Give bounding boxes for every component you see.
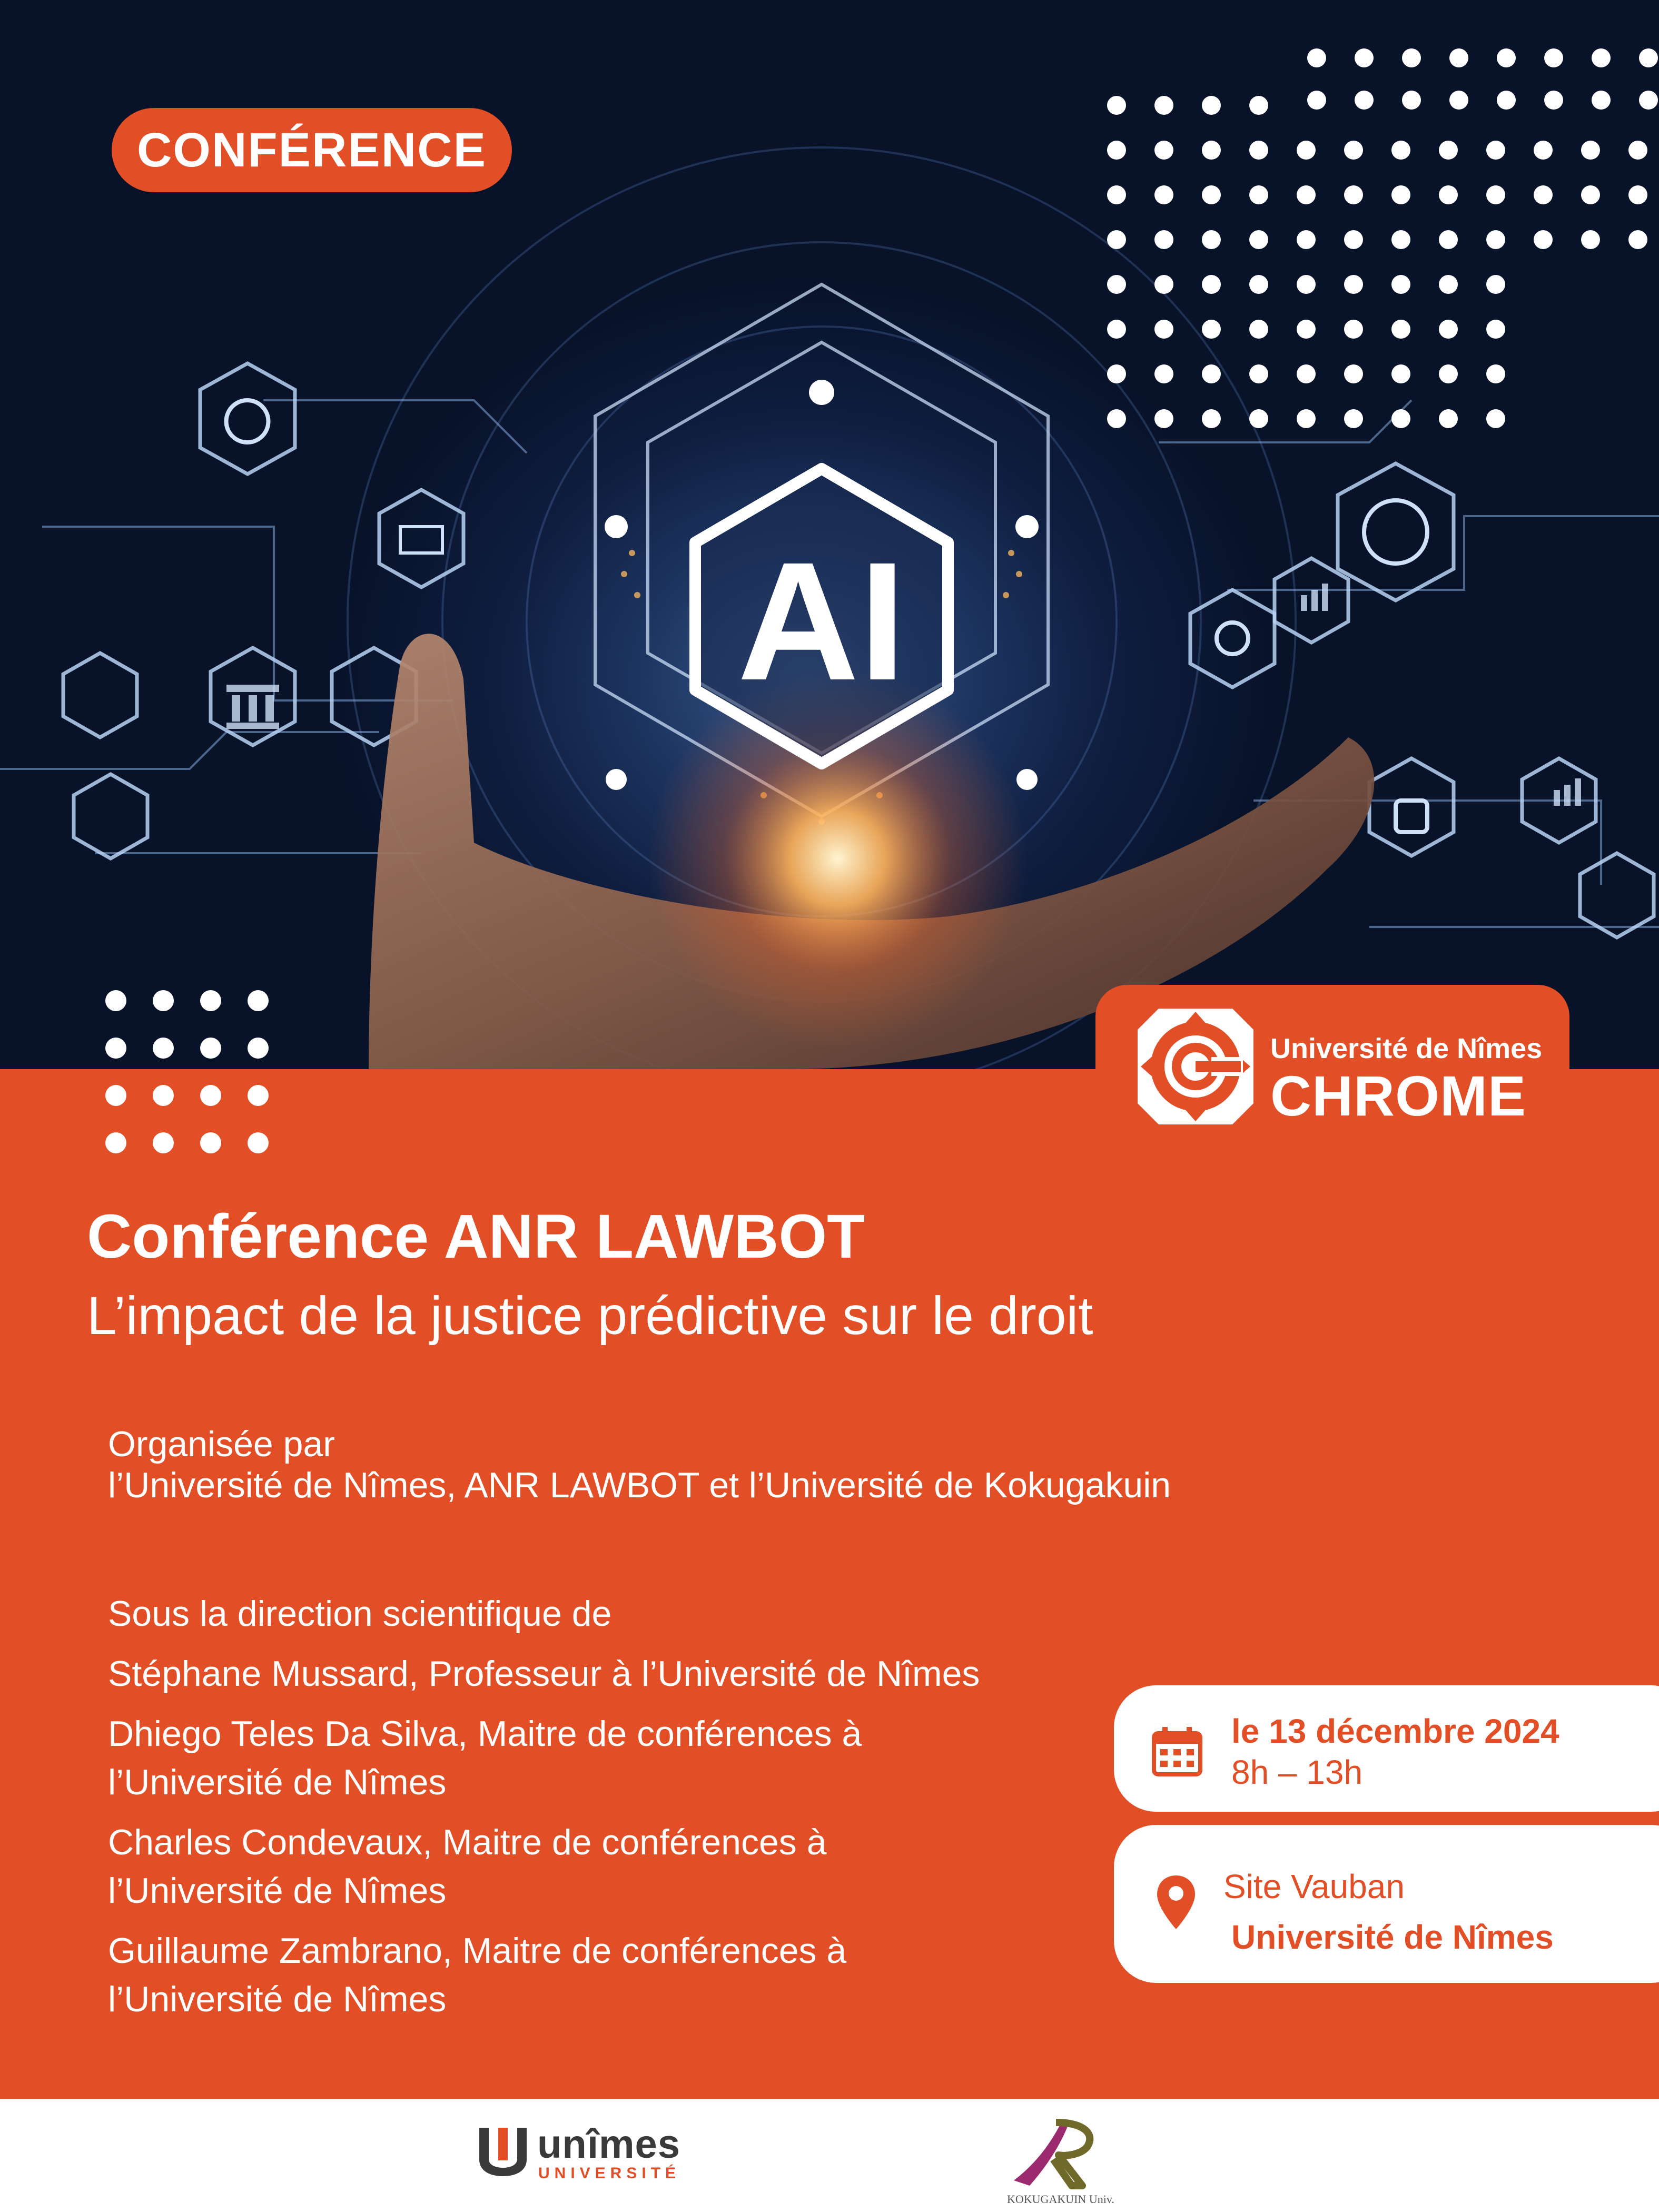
event-time: 8h – 13h [1231, 1753, 1363, 1791]
calendar-icon [1151, 1725, 1203, 1777]
director-3-line-2: l’Université de Nîmes [108, 1871, 447, 1911]
direction-label: Sous la direction scientifique de [108, 1594, 612, 1634]
conference-badge: CONFÉRENCE [112, 108, 512, 192]
director-4-line-2: l’Université de Nîmes [108, 1979, 447, 2019]
director-4-line-1: Guillaume Zambrano, Maitre de conférences à [108, 1931, 847, 1971]
hero-image [0, 0, 1659, 1069]
ai-hex-label: AI [737, 527, 906, 715]
organisers-names: l’Université de Nîmes, ANR LAWBOT et l’Université de Kokugakuin [108, 1465, 1171, 1505]
event-date: le 13 décembre 2024 [1231, 1712, 1559, 1750]
event-venue: Université de Nîmes [1231, 1918, 1554, 1956]
event-title: Conférence ANR LAWBOT [87, 1202, 865, 1271]
director-2-line-1: Dhiego Teles Da Silva, Maitre de conférences à [108, 1714, 862, 1754]
unimes-logo-subtitle: UNIVERSITÉ [538, 2165, 681, 2182]
decorative-dots-left [100, 985, 284, 1164]
footer [0, 2099, 1659, 2212]
kokugakuin-logo-icon [1003, 2112, 1109, 2191]
event-subtitle: L’impact de la justice prédictive sur le droit [87, 1286, 1093, 1346]
organisers-label: Organisée par [108, 1424, 335, 1464]
kokugakuin-logo-subtitle: KOKUGAKUIN Univ. [1007, 2193, 1114, 2206]
director-2-line-2: l’Université de Nîmes [108, 1762, 447, 1802]
location-pin-icon [1155, 1873, 1197, 1931]
date-card [1114, 1685, 1659, 1812]
director-1: Stéphane Mussard, Professeur à l’Université de Nîmes [108, 1654, 980, 1694]
chrome-logo-icon [1138, 1009, 1253, 1124]
logo-chrome-name: CHROME [1270, 1064, 1526, 1128]
location-card [1114, 1825, 1659, 1983]
logo-university-name: Université de Nîmes [1270, 1033, 1543, 1064]
unimes-logo-name: unîmes [537, 2122, 681, 2167]
director-3-line-1: Charles Condevaux, Maitre de conférences à [108, 1822, 827, 1862]
event-site: Site Vauban [1223, 1868, 1405, 1905]
unimes-logo-icon [474, 2122, 532, 2180]
decorative-dots-top [1095, 37, 1659, 458]
